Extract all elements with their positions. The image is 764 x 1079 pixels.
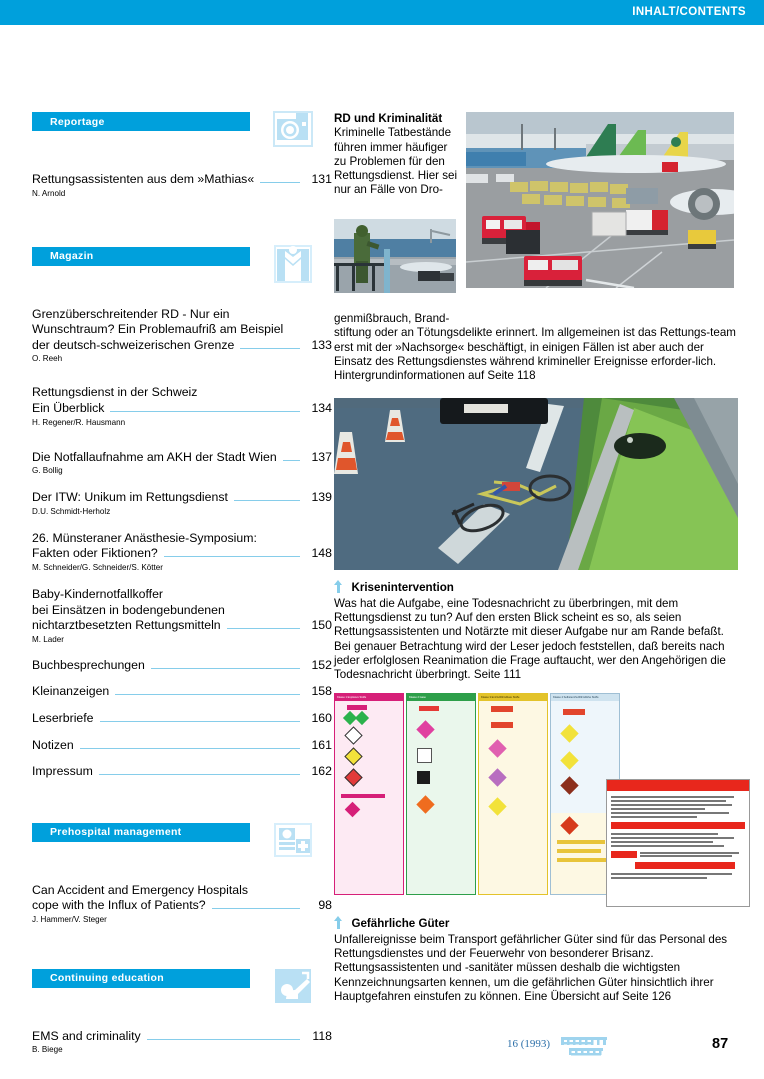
section-header-magazin <box>32 247 250 266</box>
toc-entry-title: Impressum <box>32 764 93 779</box>
toc-leader-rule <box>100 721 300 722</box>
toc-leader-rule <box>234 500 300 501</box>
toc-entry-author: H. Regener/R. Hausmann <box>32 417 126 427</box>
toc-entry-title: Rettungsassistenten aus dem »Mathias« <box>32 172 255 186</box>
hazmat-chart-class-3: Klasse 3 Entz\u00fcndbare Stoffe <box>478 693 548 895</box>
toc-entry-author: M. Schneider/G. Schneider/S. Kötter <box>32 562 163 572</box>
airport-worker-photo <box>334 219 456 293</box>
hazmat-placard-charts <box>334 693 744 908</box>
toc-entry-page: 160 <box>311 710 332 725</box>
toc-entry-title: Wunschtraum? Ein Problemaufriß am Beispiel <box>32 322 284 337</box>
toc-leader-rule <box>212 908 300 909</box>
hazmat-chart-class-4: Klasse 4 Selbstentz\u00fcndliche Stoffe <box>550 693 620 895</box>
toc-entry-page: 161 <box>311 737 332 752</box>
toc-entry-author: J. Hammer/V. Steger <box>32 914 107 924</box>
toc-entry-line <box>32 898 332 914</box>
toc-entry-page: 139 <box>311 490 332 505</box>
toc-leader-rule <box>151 668 300 669</box>
toc-entry-title: Grenzüberschreitender RD - Nur ein <box>32 306 230 321</box>
teaser-body-fragment: genmißbrauch, Brand- <box>334 312 450 325</box>
toc-entry-title: Leserbriefe <box>32 710 94 725</box>
toc-entry-line <box>32 684 332 700</box>
toc-entry-title: Die Notfallaufnahme am AKH der Stadt Wien <box>32 449 277 464</box>
teaser-heading: Gefährliche Güter <box>351 916 450 930</box>
toc-leader-rule <box>99 774 300 775</box>
toc-entry-title: EMS and criminality <box>32 1028 141 1043</box>
section-header-label: Continuing education <box>50 972 164 985</box>
arrow-up-icon <box>334 916 343 929</box>
section-header-reportage <box>32 112 250 131</box>
toc-entry-title: Notizen <box>32 737 74 752</box>
bicycle-accident-photo <box>334 398 738 570</box>
teaser-heading: RD und Kriminalität <box>334 112 443 125</box>
page-header-bar <box>0 0 764 25</box>
section-header-label: Prehospital management <box>50 826 182 839</box>
toc-entry-line <box>32 603 332 619</box>
teaser-body-continued-2 <box>334 326 742 383</box>
toc-entry-page: 137 <box>311 449 332 464</box>
teaser-body-continued-1 <box>334 312 460 326</box>
toc-entry-title: Der ITW: Unikum im Rettungsdienst <box>32 490 228 505</box>
toc-entry-title: Can Accident and Emergency Hospitals <box>32 882 248 897</box>
toc-entry[interactable] <box>32 385 332 427</box>
toc-entry-title: der deutsch-schweizerischen Grenze <box>32 337 235 352</box>
hazmat-red-datasheet <box>606 779 750 907</box>
toc-entry-page: 131 <box>311 172 332 186</box>
section-header-prehospital-management <box>32 823 250 842</box>
toc-entry-title: Baby-Kindernotfallkoffer <box>32 586 164 601</box>
hazmat-chart-class-2: Klasse 2 Gase <box>406 693 476 895</box>
teaser-body-text: Was hat die Aufgabe, eine Todesnachricht zu überbringen, mit dem Rettungsdienst zu tun? Auf den ersten Blick scheint es so, als seien Rettungsassistenten und Notärzte mit dieser Aufgabe nur am Rande befaßt. Bei genauer Betrachtung wird der Leser jedoch feststellen, daß bereits nach jeder erfolglosen Reanimation die Frage auftaucht, wer den Angehörigen die Todesnachricht überbringt. Seite 111 <box>334 596 726 682</box>
toc-entry-line <box>32 711 332 727</box>
toc-entry[interactable] <box>32 738 332 754</box>
toc-leader-rule <box>164 556 300 557</box>
toc-entry-page: 98 <box>318 898 332 913</box>
toc-leader-rule <box>240 348 300 349</box>
footer-issue-number: 16 (1993) <box>507 1038 551 1050</box>
toc-entry-title: Buchbesprechungen <box>32 657 145 672</box>
toc-entry-line <box>32 307 332 323</box>
table-of-contents <box>32 112 332 1055</box>
arrow-up-icon <box>334 580 343 593</box>
toc-entry-page: 162 <box>311 764 332 779</box>
teaser-column <box>334 112 744 1005</box>
airport-apron-photo <box>466 112 734 288</box>
toc-entry-page: 134 <box>311 400 332 415</box>
teaser-krisenintervention <box>334 578 742 683</box>
toc-entry-title: nichtarztbesetzten Rettungsmitteln <box>32 618 221 633</box>
page-number: 87 <box>712 1036 729 1052</box>
camera-icon <box>272 108 314 150</box>
toc-entry-author: M. Lader <box>32 634 64 644</box>
toc-entry[interactable] <box>32 172 332 199</box>
toc-leader-rule <box>260 182 300 183</box>
toc-leader-rule <box>227 628 300 629</box>
page-footer <box>0 1035 764 1057</box>
toc-entry-author: O. Reeh <box>32 354 63 364</box>
teaser-lead-body: Kriminelle Tatbestände führen immer häufiger zu Problemen für den Rettungsdienst. Hier sei nur an Fälle von Dro- <box>334 126 458 197</box>
toc-entry-author: D.U. Schmidt-Herholz <box>32 506 111 516</box>
section-header-label: Reportage <box>50 115 105 128</box>
toc-leader-rule <box>283 460 300 461</box>
toc-section-prehospital-management <box>32 823 332 925</box>
toc-entry[interactable] <box>32 684 332 700</box>
toc-entry-title: cope with the Influx of Patients? <box>32 898 206 913</box>
toc-entry-author: N. Arnold <box>32 188 66 198</box>
toc-section-reportage <box>32 112 332 199</box>
toc-leader-rule <box>110 411 300 412</box>
open-book-icon <box>272 243 314 285</box>
teaser-gefaehrliche-gueter <box>334 914 742 1005</box>
toc-entry-line <box>32 490 332 506</box>
toc-entry-line <box>32 883 332 899</box>
toc-entry-title: Ein Überblick <box>32 400 105 415</box>
toc-leader-rule <box>115 694 300 695</box>
toc-section-magazin <box>32 247 332 780</box>
toc-entry-line <box>32 658 332 674</box>
rescuer-icon <box>272 965 314 1007</box>
toc-entry-line <box>32 322 332 338</box>
toc-entry[interactable] <box>32 883 332 925</box>
toc-entry[interactable] <box>32 711 332 727</box>
toc-entry[interactable] <box>32 531 332 573</box>
toc-entry-title: bei Einsätzen in bodengebundenen <box>32 602 225 617</box>
toc-entry-line <box>32 764 332 780</box>
toc-entry-title: Rettungsdienst in der Schweiz <box>32 385 198 400</box>
patient-bed-icon <box>272 819 314 861</box>
toc-entry-author: G. Bollig <box>32 466 63 476</box>
toc-entry-title: Fakten oder Fiktionen? <box>32 546 158 561</box>
teaser-rd-und-kriminalitaet <box>334 112 744 312</box>
toc-entry-title: Kleinanzeigen <box>32 684 110 699</box>
toc-entry-line <box>32 546 332 562</box>
toc-entry[interactable] <box>32 490 332 517</box>
teaser-lead-text <box>334 112 460 198</box>
toc-entry-line <box>32 172 332 188</box>
toc-entry-page: 133 <box>311 337 332 352</box>
toc-entry-page: 148 <box>311 546 332 561</box>
toc-entry-page: 150 <box>311 618 332 633</box>
section-header-continuing-education <box>32 969 250 988</box>
toc-entry-line <box>32 531 332 547</box>
toc-entry-page: 118 <box>312 1028 332 1043</box>
teaser-body-text: stiftung oder an Tötungsdelikte erinnert. Im allgemeinen ist das Rettungs-team erst mit der »Nachsorge« beschäftigt, in einigen Fällen ist aber auch der Einsatz des Rettungsdienstes während krimineller Ereignisse erforder-lich. Hintergrundinformationen auf Seite 118 <box>334 326 736 383</box>
toc-entry[interactable] <box>32 764 332 780</box>
rettungsdienst-logo <box>561 1035 623 1057</box>
toc-entry-line <box>32 401 332 417</box>
teaser-heading: Krisenintervention <box>351 580 454 594</box>
toc-entry[interactable] <box>32 587 332 645</box>
toc-entry-title: 26. Münsteraner Anästhesie-Symposium: <box>32 530 257 545</box>
toc-leader-rule <box>80 748 300 749</box>
toc-entry[interactable] <box>32 307 332 365</box>
toc-entry-page: 152 <box>311 657 332 672</box>
toc-entry-line <box>32 587 332 603</box>
page-header-title: INHALT/CONTENTS <box>632 6 746 18</box>
teaser-body-text: Unfallereignisse beim Transport gefährlicher Güter sind für das Personal des Rettungsdienstes und der Feuerwehr von besonderer Brisanz. Rettungsassistenten und -sanitäter müssen deshalb die wichtigsten Kennzeichnungsarten kennen, um die gefährlichen Güter hinsichtlich ihrer Hauptgefahren einstufen zu können. Eine Übersicht auf Seite 126 <box>334 932 728 1004</box>
toc-entry-line <box>32 450 332 466</box>
toc-entry[interactable] <box>32 658 332 674</box>
hazmat-chart-class-1: Klasse 1 Explosive Stoffe <box>334 693 404 895</box>
toc-entry-line <box>32 385 332 401</box>
toc-entry-line <box>32 338 332 354</box>
toc-entry[interactable] <box>32 450 332 477</box>
toc-entry-line <box>32 738 332 754</box>
toc-entry-page: 158 <box>311 684 332 699</box>
toc-entry-line <box>32 618 332 634</box>
section-header-label: Magazin <box>50 250 94 263</box>
toc-entry-author: B. Biege <box>32 1045 63 1055</box>
